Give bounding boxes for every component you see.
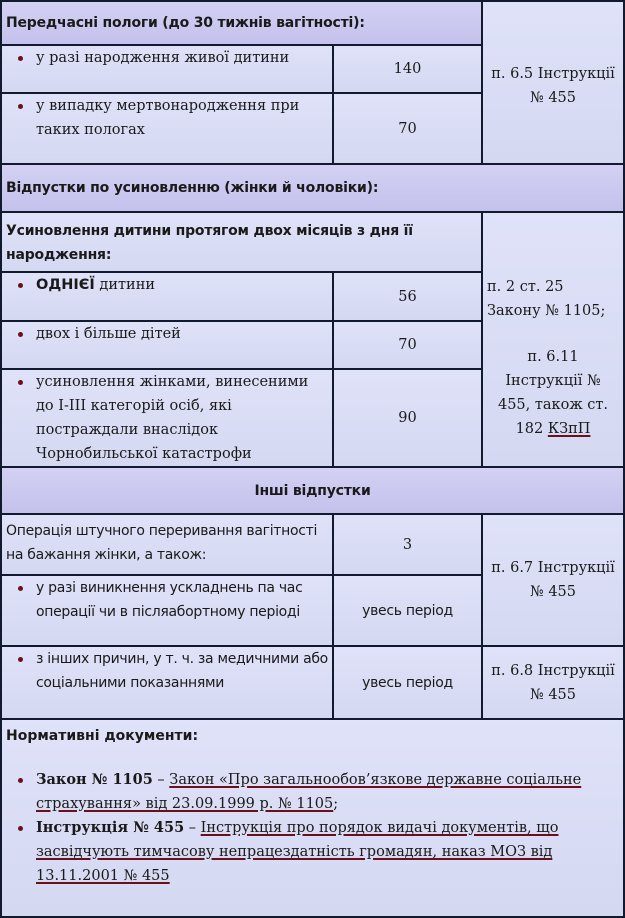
row-label bbox=[1, 321, 333, 369]
section-header-adoption: Відпустки по усиновленню (жінки й чоловіки): bbox=[1, 164, 624, 212]
bullet-text: дитини bbox=[94, 277, 156, 293]
bullet-item: у разі народження живої дитини bbox=[6, 46, 328, 70]
ref-adoption-law: п. 2 ст. 25 Закону № 1105; bbox=[487, 279, 606, 319]
document-dash: – bbox=[152, 772, 170, 788]
row-label bbox=[1, 575, 333, 646]
bullet-item: у разі виникнення ускладнень па час операції чи в післяабортному періоді bbox=[6, 576, 328, 624]
bullet-item bbox=[6, 273, 328, 297]
row-label bbox=[1, 646, 333, 719]
row-days: увесь період bbox=[333, 646, 482, 719]
row-days: 70 bbox=[333, 321, 482, 369]
row-days: 56 bbox=[333, 272, 482, 321]
row-days: 140 bbox=[333, 45, 482, 93]
ref-other-b: п. 6.8 Інструкції № 455 bbox=[482, 646, 624, 719]
documents-title: Нормативні документи: bbox=[6, 728, 199, 744]
section-header-premature: Передчасні пологи (до 30 тижнів вагітності): bbox=[1, 1, 482, 45]
emphasis-text: ОДНІЄЇ bbox=[36, 277, 95, 293]
row-label bbox=[1, 272, 333, 321]
documents-cell bbox=[1, 719, 624, 917]
row-days: 90 bbox=[333, 369, 482, 467]
document-abbr: Закон № 1105 bbox=[36, 771, 153, 788]
document-dash: – bbox=[184, 820, 201, 836]
bullet-item: двох і більше дітей bbox=[6, 322, 328, 346]
adoption-subtitle: Усиновлення дитини протягом двох місяців з дня її народження: bbox=[1, 212, 482, 272]
law-1105-link[interactable]: Закон «Про загальнообов’язкове державне соціальне страхування» від 23.09.1999 р. № 1105 bbox=[36, 772, 582, 812]
document-abbr: Інструкція № 455 bbox=[36, 819, 185, 836]
document-item-instruction-455 bbox=[6, 816, 619, 888]
row-days: увесь період bbox=[333, 575, 482, 646]
document-item-law-1105 bbox=[6, 768, 619, 816]
document-tail: ; bbox=[333, 796, 339, 812]
ref-other-a: п. 6.7 Інструкції № 455 bbox=[482, 514, 624, 646]
ref-premature: п. 6.5 Інструкції № 455 bbox=[482, 1, 624, 164]
bullet-item: з інших причин, у т. ч. за медичними або соціальними показаннями bbox=[6, 647, 328, 695]
row-label: Операція штучного переривання вагітності на бажання жінки, а також: bbox=[1, 514, 333, 575]
ref-adoption bbox=[482, 212, 624, 467]
bullet-item: усиновлення жінками, винесеними до І-ІІІ категорій осіб, які постраждали внаслідок Чорнобильської катастрофи bbox=[6, 370, 328, 466]
row-label bbox=[1, 369, 333, 467]
documents-list bbox=[6, 768, 619, 888]
ref-adoption-instruction bbox=[487, 345, 619, 441]
row-days: 70 bbox=[333, 93, 482, 164]
row-label bbox=[1, 45, 333, 93]
bullet-item: у випадку мертвонародження при таких пологах bbox=[6, 94, 328, 142]
instruction-455-link[interactable]: Інструкція про порядок видачі документів, що засвідчують тимчасову непрацездатність громадян, наказ МОЗ від 13.11.2001 № 455 bbox=[36, 820, 559, 884]
row-label bbox=[1, 93, 333, 164]
kzpp-link[interactable]: КЗпП bbox=[547, 421, 591, 437]
section-header-other: Інші відпустки bbox=[1, 467, 624, 514]
row-days: 3 bbox=[333, 514, 482, 575]
ref-adoption-instruction-text: п. 6.11 Інструкції № 455, також ст. 182 bbox=[497, 349, 609, 437]
